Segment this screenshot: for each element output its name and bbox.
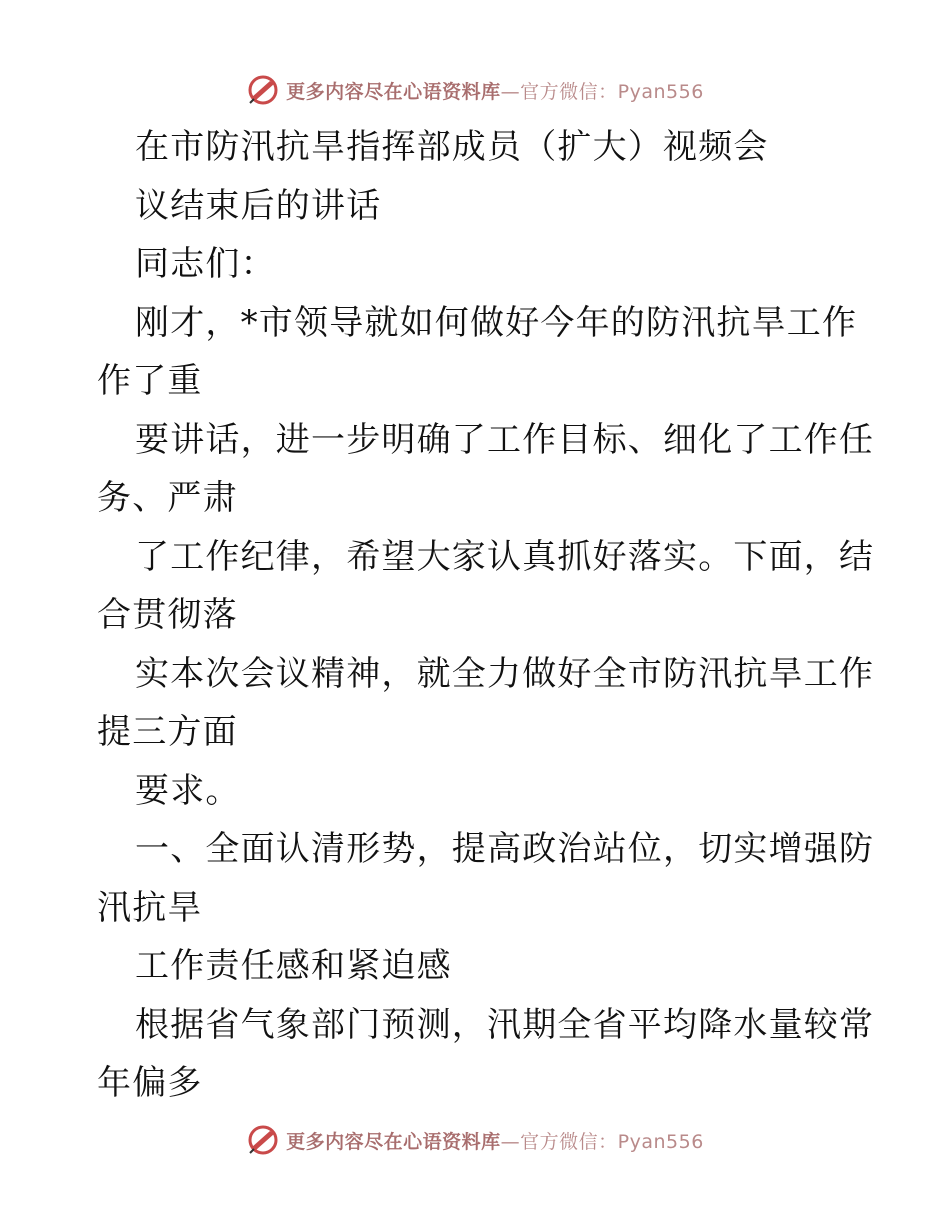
footer-watermark	[0, 1120, 950, 1160]
doc-line: 要讲话，进一步明确了工作目标、细化了工作任	[135, 419, 875, 460]
doc-line: 根据省气象部门预测，汛期全省平均降水量较常	[135, 1004, 875, 1045]
doc-line: 要求。	[135, 770, 241, 811]
watermark-text: 更多内容尽在心语资料库—官方微信：Pyan556	[286, 1130, 704, 1153]
doc-line: 实本次会议精神，就全力做好全市防汛抗旱工作	[135, 653, 875, 694]
document-body	[97, 118, 875, 1113]
doc-line: 合贯彻落	[97, 595, 238, 635]
doc-line: 提三方面	[97, 712, 238, 752]
doc-line: 作了重	[97, 361, 203, 401]
doc-line: 了工作纪律，希望大家认真抓好落实。下面，结	[135, 536, 875, 577]
doc-line: 务、严肃	[97, 478, 238, 518]
doc-line: 同志们：	[135, 244, 276, 284]
header-watermark	[0, 70, 950, 110]
doc-line: 工作责任感和紧迫感	[135, 946, 452, 986]
red-pen-circle-logo-icon	[246, 73, 280, 107]
watermark-text: 更多内容尽在心语资料库—官方微信：Pyan556	[286, 80, 704, 103]
doc-line: 议结束后的讲话	[135, 185, 382, 226]
doc-line: 在市防汛抗旱指挥部成员（扩大）视频会	[135, 127, 769, 167]
doc-line: 刚才，*市领导就如何做好今年的防汛抗旱工作	[135, 302, 858, 343]
doc-line: 一、全面认清形势，提高政治站位，切实增强防	[135, 829, 875, 869]
red-pen-circle-logo-icon	[246, 1123, 280, 1157]
doc-line: 汛抗旱	[97, 887, 203, 928]
doc-line: 年偏多	[97, 1063, 203, 1103]
